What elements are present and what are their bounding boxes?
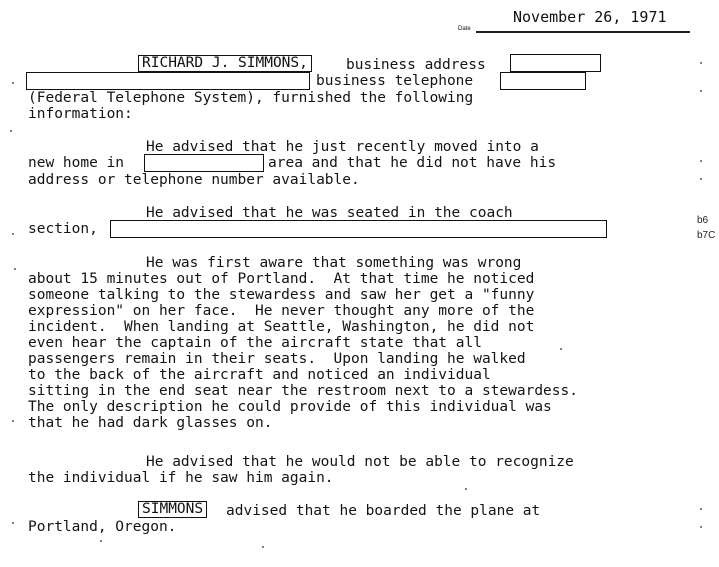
scan-speck [14,268,16,270]
redaction-box-address-line [26,72,310,90]
scan-speck [10,130,12,132]
p3-line2: section, [28,221,98,237]
scan-speck [700,62,702,64]
name-box: RICHARD J. SIMMONS, [138,55,312,72]
redaction-box-telephone [500,72,586,90]
redaction-box-coach-section [110,220,607,238]
p4-line: about 15 minutes out of Portland. At that time he noticed [28,271,535,287]
scan-speck [700,526,702,528]
p4-line: that he had dark glasses on. [28,415,273,431]
p4-line: expression" on her face. He never thought any more of the [28,303,535,319]
exemption-code-b7c: b7C [697,230,716,241]
scan-speck [700,508,702,510]
p4-line: even hear the captain of the aircraft state that all [28,335,482,351]
scan-speck [12,522,14,524]
p5-line1: He advised that he would not be able to recognize [146,454,574,470]
p4-line: someone talking to the stewardess and saw her get a "funny [28,287,535,303]
p4-line: passengers remain in their seats. Upon landing he walked [28,351,526,367]
p6-line2: Portland, Oregon. [28,519,177,535]
p6-line1: advised that he boarded the plane at [226,503,541,519]
p2-line3: address or telephone number available. [28,172,360,188]
scan-speck [12,420,14,422]
date-underline [476,31,690,33]
document-date: November 26, 1971 [513,8,667,26]
scan-speck [700,160,702,162]
p2-line1: He advised that he just recently moved into a [146,139,539,155]
scan-speck [465,488,467,490]
p4-line: sitting in the end seat near the restroom next to a stewardess. [28,383,578,399]
p5-line2: the individual if he saw him again. [28,470,334,486]
redaction-box-business-address [510,54,601,72]
date-label: Date [458,26,471,32]
p1-line4: information: [28,106,133,122]
exemption-code-b6: b6 [697,215,709,226]
scan-speck [12,82,14,84]
p2-line2b: area and that he did not have his [268,155,557,171]
p1-line2: business telephone [316,73,474,89]
p4-line: to the back of the aircraft and noticed an individual [28,367,491,383]
scan-speck [700,178,702,180]
p2-line2a: new home in [28,155,125,171]
p1-line1: business address [346,57,486,73]
scan-speck [700,90,702,92]
scan-speck [262,546,264,548]
p1-line3: (Federal Telephone System), furnished the following [28,90,474,106]
simmons-name-box: SIMMONS [138,501,207,518]
scan-speck [100,540,102,542]
scan-speck [560,348,562,350]
p4-line: incident. When landing at Seattle, Washington, he did not [28,319,535,335]
scan-speck [12,233,14,235]
p4-line: The only description he could provide of this individual was [28,399,552,415]
p3-line1: He advised that he was seated in the coach [146,205,513,221]
redaction-box-home-area [144,154,264,172]
p4-line: He was first aware that something was wrong [146,255,522,271]
